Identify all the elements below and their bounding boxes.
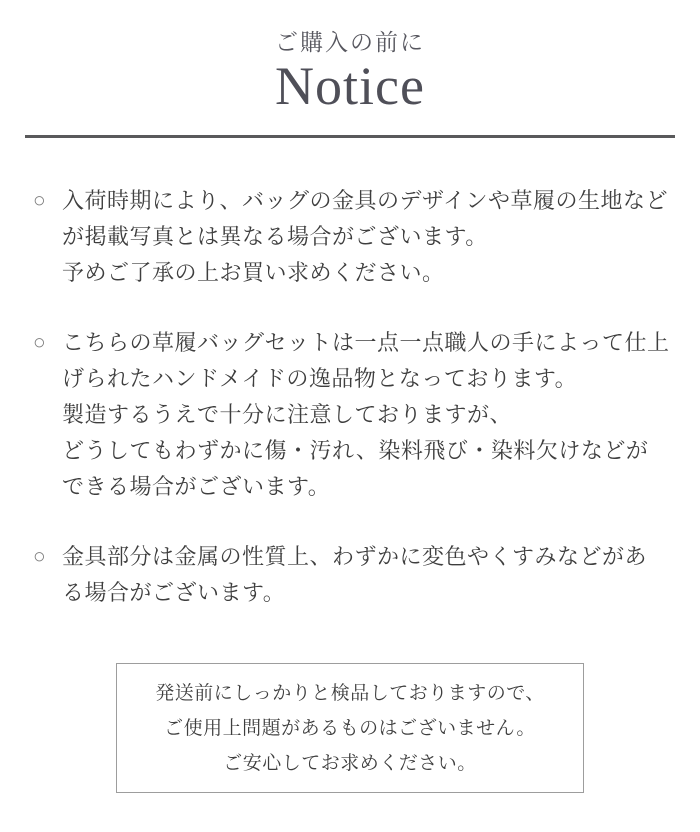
assurance-line: 発送前にしっかりと検品しておりますので、 [155,682,545,704]
notice-line: げられたハンドメイドの逸品物となっております。 [62,366,578,391]
notice-line: 予めご了承の上お買い求めください。 [62,260,445,285]
notice-item-handmade [33,325,680,505]
notice-list [0,138,700,611]
page-subtitle: ご購入の前に [275,30,425,55]
page-header [0,0,700,115]
notice-line: 入荷時期により、バッグの金具のデザインや草履の生地など [62,188,668,213]
notice-line: どうしてもわずかに傷・汚れ、染料飛び・染料欠けなどが [62,438,649,463]
notice-line: る場合がございます。 [62,580,286,605]
notice-line: が掲載写真とは異なる場合がございます。 [62,224,488,249]
circle-bullet-icon: ○ [33,545,47,568]
circle-bullet-icon: ○ [33,189,47,212]
circle-bullet-icon: ○ [33,331,47,354]
notice-line: こちらの草履バッグセットは一点一点職人の手によって仕上 [62,330,670,355]
notice-line: できる場合がございます。 [62,474,331,499]
notice-text [62,183,680,291]
page-title: Notice [275,56,425,116]
notice-item-stock-variation [33,183,680,291]
notice-text [62,539,680,611]
notice-item-metal-parts [33,539,680,611]
notice-text [62,325,680,505]
assurance-line: ご安心してお求めください。 [223,752,477,774]
notice-line: 金具部分は金属の性質上、わずかに変色やくすみなどがあ [62,544,648,569]
assurance-line: ご使用上問題があるものはございません。 [164,717,536,739]
notice-line: 製造するうえで十分に注意しておりますが、 [62,402,513,427]
assurance-box [116,663,584,793]
